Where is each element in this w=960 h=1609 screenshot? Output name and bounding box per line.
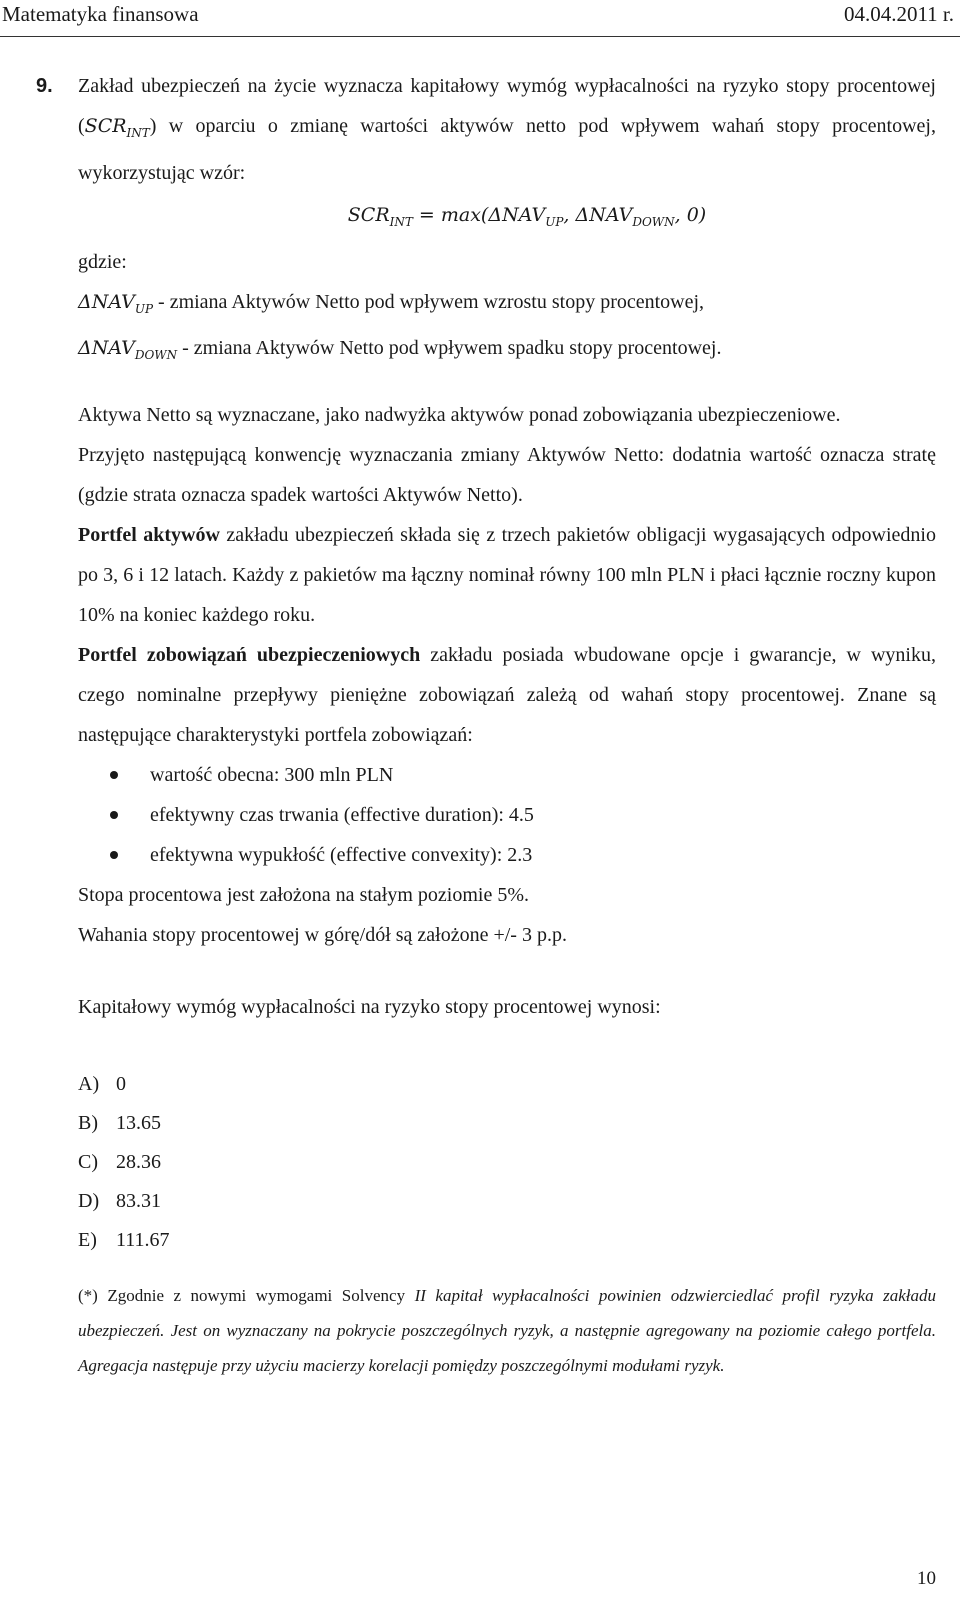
header-date: 04.04.2011 r. bbox=[843, 2, 954, 26]
page-number: 10 bbox=[917, 1568, 936, 1589]
definition-down: $\Delta NAV_{DOWN}$ - zmiana Aktywów Netto pod wpływem spadku stopy procentowej. bbox=[78, 337, 722, 363]
answer-list bbox=[78, 1065, 936, 1260]
header-title: Matematyka finansowa bbox=[2, 2, 199, 26]
definition-up: $\Delta NAV_{UP}$ - zmiana Aktywów Netto pod wpływem wzrostu stopy procentowej, bbox=[78, 290, 705, 316]
paragraph-aktywa-netto: Aktywa Netto są wyznaczane, jako nadwyżka aktywów ponad zobowiązania ubezpieczeniowe. bbox=[78, 404, 841, 427]
answer-option: C) 28.36 bbox=[78, 1151, 161, 1174]
list-item: efektywny czas trwania (effective duration): 4.5 bbox=[78, 795, 936, 835]
page-header bbox=[0, 0, 960, 37]
answer-option: E) 111.67 bbox=[78, 1229, 170, 1252]
question-intro bbox=[78, 66, 936, 193]
scr-symbol: $SCR_{INT}$ bbox=[84, 115, 150, 140]
bullet-icon bbox=[110, 771, 118, 779]
formula: $SCR_{INT} = \max(\Delta NAV_{UP}$, $\Delta NAV_{DOWN}$, 0) bbox=[347, 203, 707, 229]
question-body bbox=[36, 66, 936, 1383]
paragraph-wahania: Wahania stopy procentowej w górę/dół są założone +/- 3 p.p. bbox=[78, 924, 567, 947]
answer-option: A) 0 bbox=[78, 1073, 126, 1096]
paragraph-portfel-zobowiazan: Portfel zobowiązań ubezpieczeniowych zakładu posiada wbudowane opcje i gwarancje, w wyniku, czego nominalne przepływy pieniężne zobowiązań zależą od wahań stopy procentowej. Znane są następujące charakterystyki portfela zobowiązań: bbox=[78, 644, 936, 747]
question-prompt: Kapitałowy wymóg wypłacalności na ryzyko stopy procentowej wynosi: bbox=[78, 996, 661, 1019]
question-number: 9. bbox=[36, 75, 53, 97]
characteristics-list bbox=[78, 755, 936, 875]
paragraph-stopa: Stopa procentowa jest założona na stałym poziomie 5%. bbox=[78, 884, 529, 907]
footnote: (*) Zgodnie z nowymi wymogami Solvency II kapitał wypłacalności powinien odzwierciedlać profil ryzyka zakładu ubezpieczeń. Jest on wyznaczany na pokrycie poszczególnych ryzyk, a następnie agregowany na poziomie całego portfela. Agregacja następuje przy użyciu macierzy korelacji pomiędzy poszczególnymi modułami ryzyk. bbox=[78, 1286, 936, 1376]
answer-option: D) 83.31 bbox=[78, 1190, 161, 1213]
intro-text-b: ) w oparciu o zmianę wartości aktywów netto pod wpływem wahań stopy procentowej, wykorzystując wzór: bbox=[78, 115, 936, 184]
bullet-icon bbox=[110, 811, 118, 819]
answer-option: B) 13.65 bbox=[78, 1112, 161, 1135]
intro-text-a: Zakład ubezpieczeń na życie wyznacza kapitałowy wymóg wypłacalności na ryzyko stopy procentowej ( bbox=[78, 75, 936, 137]
list-item: efektywna wypukłość (effective convexity): 2.3 bbox=[78, 835, 936, 875]
paragraph-portfel-aktywow: Portfel aktywów zakładu ubezpieczeń składa się z trzech pakietów obligacji wygasających odpowiednio po 3, 6 i 12 latach. Każdy z pakietów ma łączny nominał równy 100 mln PLN i płaci łącznie roczny kupon 10% na koniec każdego roku. bbox=[78, 524, 936, 627]
paragraph-konwencja: Przyjęto następującą konwencję wyznaczania zmiany Aktywów Netto: dodatnia wartość oznacza stratę (gdzie strata oznacza spadek wartości Aktywów Netto). bbox=[78, 444, 936, 507]
gdzie-label: gdzie: bbox=[78, 250, 127, 273]
list-item: wartość obecna: 300 mln PLN bbox=[78, 755, 936, 795]
bullet-icon bbox=[110, 851, 118, 859]
